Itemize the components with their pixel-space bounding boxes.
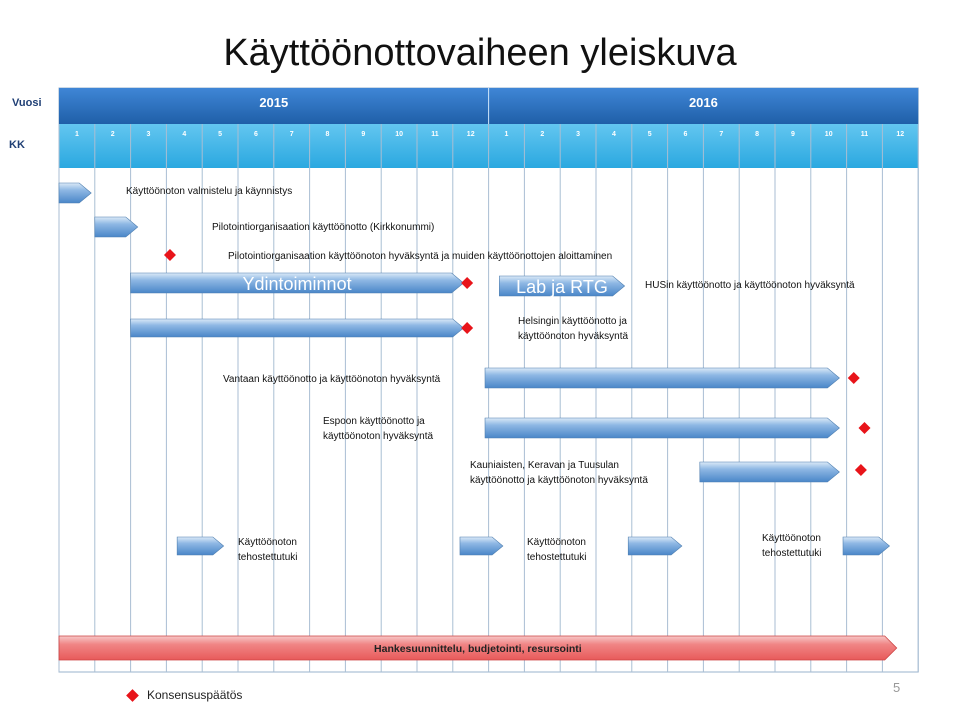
month-label: 4: [182, 131, 187, 138]
legend: [128, 688, 242, 702]
month-label: 10: [824, 131, 833, 138]
task-bar-tuki-3: [628, 537, 682, 555]
task-annotation: HUSin käyttöönotto ja käyttöönoton hyväksyntä: [645, 280, 855, 291]
month-label: 8: [325, 131, 330, 138]
milestone-legend-icon: [126, 689, 139, 702]
year-label: 2016: [688, 95, 718, 110]
month-label: 2: [110, 131, 115, 138]
task-annotation: Käyttöönoton: [762, 533, 821, 544]
task-annotation: Kauniaisten, Keravan ja Tuusulan: [470, 460, 619, 471]
task-annotation: tehostettutuki: [762, 548, 822, 559]
task-annotation: käyttöönotto ja käyttöönoton hyväksyntä: [470, 475, 648, 486]
task-annotation: tehostettutuki: [527, 552, 587, 563]
task-annotation: Pilotointiorganisaation käyttöönotto (Kirkkonummi): [212, 222, 435, 233]
month-label: 8: [755, 131, 760, 138]
month-label: 3: [146, 131, 151, 138]
month-label: 1: [504, 131, 509, 138]
task-annotation: käyttöönoton hyväksyntä: [518, 331, 629, 342]
year-row-label: Vuosi: [12, 97, 42, 109]
year-label: 2015: [259, 95, 289, 110]
month-label: 9: [790, 131, 795, 138]
month-label: 6: [683, 131, 688, 138]
month-label: 5: [218, 131, 223, 138]
task-bar-espoo: [485, 418, 839, 438]
task-annotation: käyttöönoton hyväksyntä: [323, 431, 434, 442]
task-annotation: Espoon käyttöönotto ja: [323, 416, 425, 427]
page-number: 5: [893, 680, 901, 695]
month-label: 1: [74, 131, 79, 138]
task-annotation: Pilotointiorganisaation käyttöönoton hyväksyntä ja muiden käyttöönottojen aloittaminen: [228, 251, 613, 262]
month-label: 3: [576, 131, 581, 138]
task-annotation: Käyttöönoton valmistelu ja käynnistys: [126, 186, 293, 197]
budget-bar-label: Hankesuunnittelu, budjetointi, resursointi: [374, 643, 582, 655]
month-label: 12: [466, 131, 475, 138]
task-bar-helsinki: [131, 319, 464, 337]
month-label: 12: [896, 131, 905, 138]
month-label: 9: [361, 131, 366, 138]
month-label: 11: [860, 131, 869, 138]
legend-label: Konsensuspäätös: [147, 688, 243, 702]
task-bar-label: Lab ja RTG: [516, 277, 608, 297]
task-bar-label: Ydintoiminnot: [242, 274, 352, 294]
month-label: 7: [289, 131, 294, 138]
month-row-label: KK: [9, 139, 25, 151]
month-label: 2: [540, 131, 545, 138]
task-annotation: Vantaan käyttöönotto ja käyttöönoton hyväksyntä: [223, 374, 441, 385]
task-annotation: tehostettutuki: [238, 552, 298, 563]
month-label: 4: [611, 131, 616, 138]
month-label: 11: [431, 131, 439, 138]
month-label: 10: [395, 131, 403, 138]
month-label: 7: [719, 131, 724, 138]
page-title: Käyttöönottovaiheen yleiskuva: [223, 32, 737, 74]
task-bar-kauniainen: [700, 462, 840, 482]
task-bar-vantaa: [485, 368, 839, 388]
task-annotation: Käyttöönoton: [527, 537, 586, 548]
task-annotation: Helsingin käyttöönotto ja: [518, 316, 627, 327]
task-annotation: Käyttöönoton: [238, 537, 297, 548]
month-label: 5: [647, 131, 652, 138]
month-label: 6: [253, 131, 258, 138]
